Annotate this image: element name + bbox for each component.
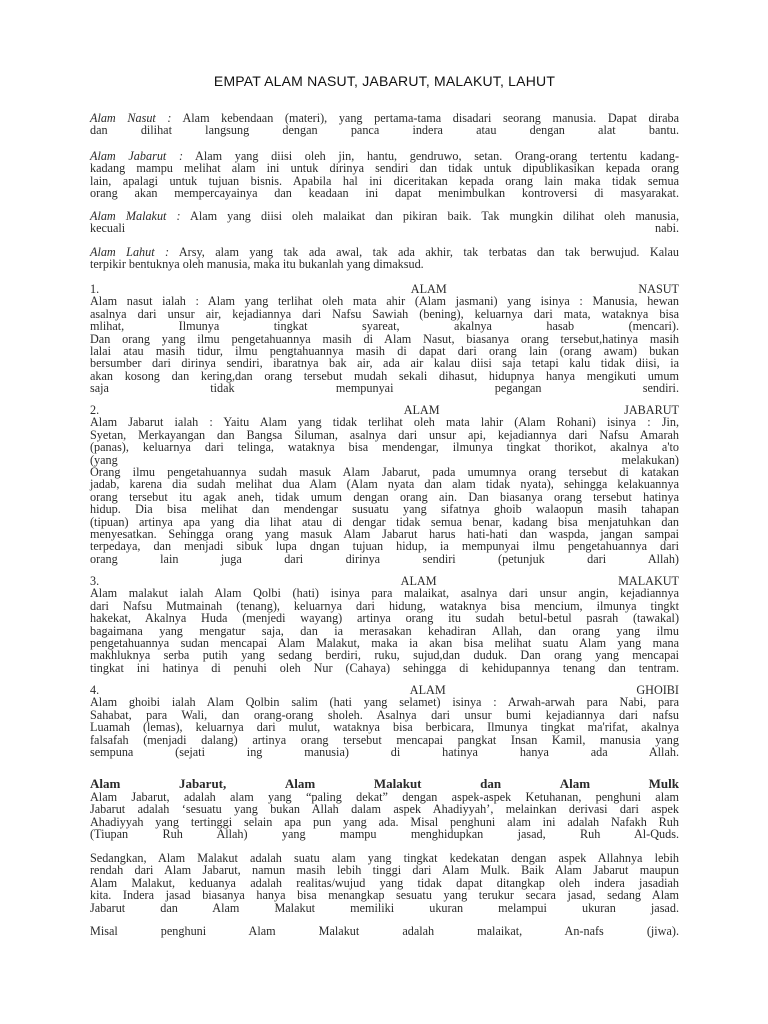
- intro-lahut: [90, 246, 679, 271]
- section-word: ALAM: [403, 403, 440, 417]
- text-line: Jabarut adalah ‘sesuatu yang bukan Allah dalam aspek Ahadiyyah’, melainkan derivasi dari aspek: [90, 802, 679, 817]
- text-line: Luamah (lemas), keluarnya dari mulut, wataknya bisa berbicara, Ilmunya tingkat ma'rifat, akalnya: [90, 720, 679, 735]
- closing-paragraph-1: [90, 791, 679, 841]
- section-nasut: [90, 283, 679, 395]
- section-ghoibi: [90, 684, 679, 758]
- text-line: Sahabat, para Wali, dan orang-orang sholeh. Asalnya dari unsur bumi kejadiannya dari nafsu: [90, 707, 679, 722]
- intro-term: Alam Nasut :: [90, 111, 172, 125]
- text-line: sempuna (sejati ing manusia) di hatinya hanya ada Allah.: [90, 745, 679, 760]
- intro-line: Alam Nasut : Alam kebendaan (materi), yang pertama-tama disadari seorang manusia. Dapat diraba: [90, 111, 680, 125]
- intro-line: kadang mampu melihat alam ini untuk dirinya sendiri dan tidak untuk dipublikasikan kepada orang: [90, 161, 679, 176]
- section-number: 4.: [90, 683, 100, 697]
- closing-heading: [90, 778, 679, 790]
- text-line: Misal penghuni Alam Malakut adalah malaikat, An-nafs (jiwa).: [90, 924, 679, 938]
- section-word: ALAM: [400, 574, 437, 588]
- intro-jabarut: [90, 150, 679, 200]
- text-line: saja tidak mempunyai pegangan sendiri.: [90, 381, 679, 396]
- text-line: falsafah (menjadi dalang) artinya orang tersebut mencapai pangkat Insan Kamil, manusia yang: [90, 732, 679, 747]
- text-line: (tipuan) artinya apa yang dia lihat atau di dengar tidak semua benar, kadang bisa menjatuhkan dan: [90, 514, 679, 529]
- section-body: [90, 295, 679, 394]
- intro-term: Alam Lahut :: [90, 245, 170, 259]
- closing-paragraph-3: [90, 925, 679, 937]
- intro-term: Alam Malakut :: [90, 209, 181, 223]
- section-body: [90, 587, 679, 674]
- intro-line: orang akan mempercayainya dan keadaan ini dapat menimbulkan kontroversi di masyarakat.: [90, 186, 679, 201]
- text-line: Alam ghoibi ialah Alam Qolbin salim (hati yang selamet) isinya : Arwah-arwah para Nabi, para: [90, 695, 679, 710]
- text-line: hakekat, Akalnya Huda (menjedi wayang) artinya orang itu sudah betul-betul pasrah (tawakal): [90, 611, 679, 626]
- intro-line: Alam Jabarut : Alam yang diisi oleh jin, hantu, gendruwo, setan. Orang-orang tertentu kadang-: [90, 149, 679, 163]
- text-line: dari Nafsu Mutmainah (tenang), keluarnya dari hidung, wataknya bisa mencium, ilmunya tingkt: [90, 598, 679, 613]
- section-jabarut: [90, 404, 679, 565]
- document-title: EMPAT ALAM NASUT, JABARUT, MALAKUT, LAHUT: [213, 73, 556, 89]
- text-line: Alam Jabarut ialah : Yaitu Alam yang tidak terlihat oleh mata lahir (Alam Rohani) isinya : Jin,: [90, 415, 679, 430]
- paragraph-body: [90, 925, 679, 937]
- section-name: GHOIBI: [636, 683, 679, 697]
- text-line: Syetan, Merkayangan dan Bangsa Siluman, asalnya dari unsur api, kejadiannya dari Nafsu Amarah: [90, 427, 679, 442]
- text-line: Alam Jabarut, adalah alam yang “paling dekat” dengan aspek-aspek Ketuhanan, penghuni alam: [90, 790, 679, 804]
- section-word: ALAM: [410, 282, 447, 296]
- text-line: hidup. Dia bisa melihat dan mendengar susuatu yang sifatnya ghoib walaopun masih tahapan: [90, 502, 679, 517]
- section-malakut: [90, 575, 679, 674]
- intro-line: Alam Malakut : Alam yang diisi oleh malaikat dan pikiran baik. Tak mungkin dilihat oleh manusia,: [90, 209, 679, 223]
- section-body: [90, 416, 679, 565]
- text-line: Dan orang yang ilmu pengetahuannya masih di Alam Nasut, biasanya orang tersebut,hatinya masih: [90, 331, 679, 346]
- intro-line: Alam Lahut : Arsy, alam yang tak ada awal, tak ada akhir, tak terbatas dan tak berwujud. Kalau: [90, 245, 679, 259]
- intro-line: dan dilihat langsung dengan panca indera atau dengan alat bantu.: [90, 123, 679, 138]
- text-line: Alam malakut ialah Alam Qolbi (hati) isinya para malaikat, asalnya dari unsur angin, kejadiannya: [90, 586, 679, 601]
- text-line: menyesatkan. Sehingga orang yang masuk Alam Jabarut harus hati-hati dan waspda, jangan sampai: [90, 527, 679, 542]
- text-line: asalnya dari unsur air, kejadiannya dari Nafsu Sawiah (bening), keluarnya dari mata, wataknya bisa: [90, 306, 679, 321]
- text-line: Ahadiyyah yang tertinggi selain apa pun yang ada. Misal penghuni alam ini adalah Nafakh Ruh: [90, 814, 679, 829]
- intro-line: terpikir bentuknya oleh manusia, maka itu bukanlah yang dimaksud.: [90, 257, 424, 272]
- bold-heading: Alam Jabarut, Alam Malakut dan Alam Mulk: [90, 776, 679, 791]
- text-line: jadab, karena dia sudah melihat dua Alam (Alam nyata dan alam tidak nyata), sehingga kelakuannya: [90, 477, 679, 492]
- paragraph-body: [90, 791, 679, 841]
- text-line: tingkat ini hatinya di penuhi oleh Nur (Cahaya) sehingga di kehidupannya tenang dan tentram.: [90, 660, 679, 675]
- text-line: Alam nasut ialah : Alam yang terlihat oleh mata ahir (Alam jasmani) yang isinya : Manusia, hewan: [90, 294, 679, 309]
- text-line: lalai atau masih tidur, ilmu pengtahuannya masih di dapat dari orang lain (orang awam) bukan: [90, 344, 679, 359]
- text-line: Orang ilmu pengetahuannya sudah masuk Alam Jabarut, pada umumnya orang tersebut di katakan: [90, 465, 679, 480]
- section-name: JABARUT: [624, 403, 679, 417]
- text-line: orang lain juga dari dirinya sendiri (petunjuk dari Allah): [90, 551, 679, 566]
- text-line: terpedaya, dan menjadi sibuk lupa dngan tujuan hidup, ia mempunyai ilmu pengetahuannya dari: [90, 539, 679, 554]
- intro-malakut: [90, 210, 679, 235]
- text-line: kita. Indera jasad biasanya hanya bisa menangkap sesuatu yang terukur secara jasad, sedang Alam: [90, 888, 679, 903]
- text-line: Jabarut dan Alam Malakut memiliki ukuran melampui ukuran jasad.: [90, 900, 679, 915]
- text-line: Alam Malakut, keduanya adalah realitas/wujud yang tidak dapat ditangkap oleh indera jasadiah: [90, 875, 679, 890]
- text-line: makhluknya serba putih yang sedang berdiri, ruku, sujud,dan duduk. Dan orang yang mencapai: [90, 648, 679, 663]
- section-number: 2.: [90, 403, 100, 417]
- text-line: mlihat, Ilmunya tingkat syareat, akalnya hasab (mencari).: [90, 319, 679, 334]
- section-body: [90, 696, 679, 758]
- paragraph-body: [90, 852, 679, 914]
- text-line: bagaimana yang mengatur saja, dan ia merasakan kehadiran Allah, dan orang yang ilmu: [90, 623, 679, 638]
- text-line: bersumber dari dirinya sendiri, ibaratnya bak air, ada air kalau diisi saja tetapi kalu tidak diisi, ia: [90, 356, 679, 371]
- text-line: akan kosong dan kering,dan orang tersebut mudah sekali dihasut, hidupnya hanya mengikuti umum: [90, 368, 679, 383]
- text-line: (Tiupan Ruh Allah) yang mampu menghidupkan jasad, Ruh Al-Quds.: [90, 827, 679, 842]
- intro-nasut: [90, 112, 679, 137]
- text-line: rendah dari Alam Jabarut, namun masih lebih tinggi dari Alam Mulk. Baik Alam Jabarut maupun: [90, 863, 679, 878]
- section-word: ALAM: [409, 683, 446, 697]
- text-line: Sedangkan, Alam Malakut adalah suatu alam yang tingkat kedekatan dengan aspek Allahnya lebih: [90, 851, 679, 865]
- closing-paragraph-2: [90, 852, 679, 914]
- text-line: pengetahuannya sudan mencapai Alam Malakut, maka ia akan bisa melihat suatu Alam yang mana: [90, 636, 679, 651]
- section-name: NASUT: [638, 282, 679, 296]
- intro-line: lain, apalagi untuk tujuan bisnis. Apabila hal ini diceritakan kepada orang lain maka tidak semua: [90, 173, 679, 188]
- intro-line: kecuali nabi.: [90, 221, 679, 236]
- section-name: MALAKUT: [618, 574, 679, 588]
- text-line: (panas), keluarnya dari telinga, wataknya bisa mendengar, ilmunya tingkat thorikot, akalnya a'to: [90, 440, 679, 455]
- text-line: orang tersebut itu agak aneh, tidak umum dengan orang ain. Dan biasanya orang tersebut hatinya: [90, 489, 679, 504]
- section-number: 1.: [90, 282, 100, 296]
- text-line: (yang melakukan): [90, 452, 679, 467]
- section-number: 3.: [90, 574, 100, 588]
- intro-term: Alam Jabarut :: [90, 149, 184, 163]
